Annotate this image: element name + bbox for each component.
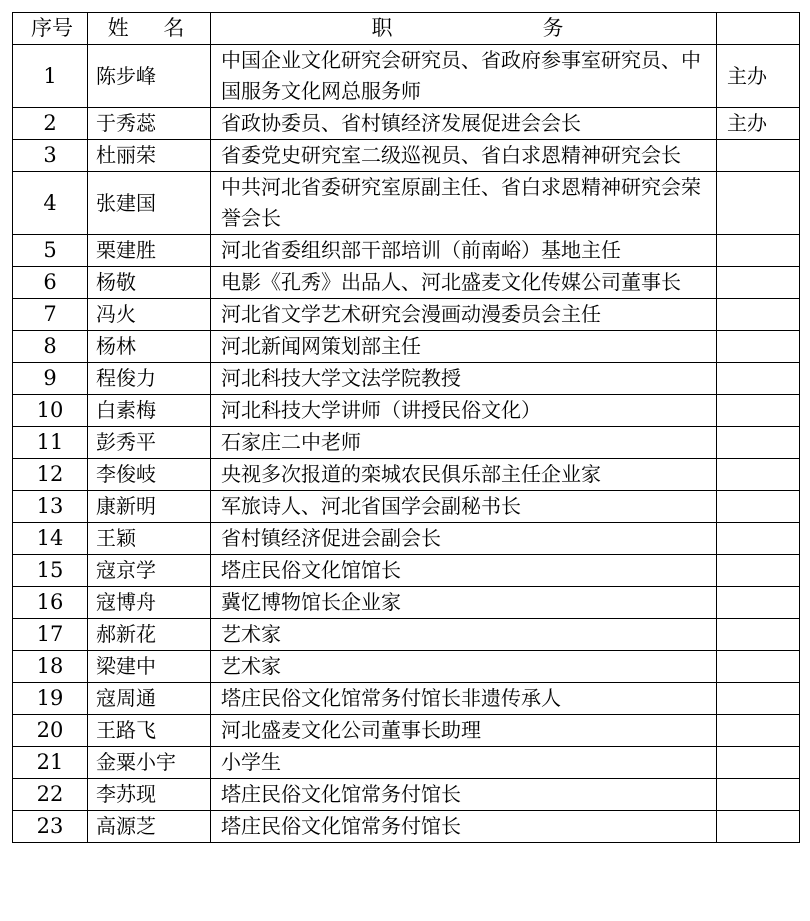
row-duty: 省政协委员、省村镇经济发展促进会会长 bbox=[211, 108, 717, 140]
table-row bbox=[13, 140, 800, 172]
row-number: 18 bbox=[13, 651, 88, 683]
row-duty: 省委党史研究室二级巡视员、省白求恩精神研究会长 bbox=[211, 140, 717, 172]
row-name: 康新明 bbox=[88, 491, 211, 523]
row-number: 23 bbox=[13, 811, 88, 843]
row-note bbox=[717, 523, 800, 555]
row-duty: 河北科技大学文法学院教授 bbox=[211, 363, 717, 395]
row-duty: 河北省委组织部干部培训（前南峪）基地主任 bbox=[211, 235, 717, 267]
row-number: 6 bbox=[13, 267, 88, 299]
row-number: 10 bbox=[13, 395, 88, 427]
row-note bbox=[717, 651, 800, 683]
row-note bbox=[717, 363, 800, 395]
row-name: 陈步峰 bbox=[88, 45, 211, 108]
table-row bbox=[13, 683, 800, 715]
row-name: 白素梅 bbox=[88, 395, 211, 427]
row-name: 寇京学 bbox=[88, 555, 211, 587]
table-row bbox=[13, 172, 800, 235]
table-row bbox=[13, 491, 800, 523]
header-duty bbox=[211, 13, 717, 45]
row-note bbox=[717, 619, 800, 651]
row-duty: 军旅诗人、河北省国学会副秘书长 bbox=[211, 491, 717, 523]
row-duty: 小学生 bbox=[211, 747, 717, 779]
table-row bbox=[13, 587, 800, 619]
table-row bbox=[13, 651, 800, 683]
table-row bbox=[13, 811, 800, 843]
row-note bbox=[717, 587, 800, 619]
table-row bbox=[13, 267, 800, 299]
row-name: 郝新花 bbox=[88, 619, 211, 651]
table-row bbox=[13, 747, 800, 779]
row-duty: 艺术家 bbox=[211, 651, 717, 683]
row-number: 4 bbox=[13, 172, 88, 235]
row-duty: 河北省文学艺术研究会漫画动漫委员会主任 bbox=[211, 299, 717, 331]
row-name: 寇博舟 bbox=[88, 587, 211, 619]
header-no: 序号 bbox=[13, 13, 88, 45]
row-name: 栗建胜 bbox=[88, 235, 211, 267]
row-duty: 塔庄民俗文化馆常务付馆长 bbox=[211, 811, 717, 843]
row-duty: 中共河北省委研究室原副主任、省白求恩精神研究会荣誉会长 bbox=[211, 172, 717, 235]
row-note bbox=[717, 715, 800, 747]
table-row bbox=[13, 427, 800, 459]
row-number: 15 bbox=[13, 555, 88, 587]
row-duty: 省村镇经济促进会副会长 bbox=[211, 523, 717, 555]
row-duty: 电影《孔秀》出品人、河北盛麦文化传媒公司董事长 bbox=[211, 267, 717, 299]
row-note bbox=[717, 267, 800, 299]
table-row bbox=[13, 779, 800, 811]
row-number: 17 bbox=[13, 619, 88, 651]
row-duty: 中国企业文化研究会研究员、省政府参事室研究员、中国服务文化网总服务师 bbox=[211, 45, 717, 108]
row-note: 主办 bbox=[717, 45, 800, 108]
row-number: 14 bbox=[13, 523, 88, 555]
row-duty: 冀忆博物馆长企业家 bbox=[211, 587, 717, 619]
header-duty-right: 务 bbox=[542, 16, 564, 40]
row-number: 9 bbox=[13, 363, 88, 395]
row-note bbox=[717, 747, 800, 779]
row-duty: 艺术家 bbox=[211, 619, 717, 651]
table-row bbox=[13, 715, 800, 747]
row-duty: 河北盛麦文化公司董事长助理 bbox=[211, 715, 717, 747]
row-name: 杜丽荣 bbox=[88, 140, 211, 172]
row-note bbox=[717, 491, 800, 523]
row-duty: 河北新闻网策划部主任 bbox=[211, 331, 717, 363]
table-row bbox=[13, 299, 800, 331]
row-note bbox=[717, 395, 800, 427]
row-duty: 塔庄民俗文化馆常务付馆长 bbox=[211, 779, 717, 811]
row-name: 李苏现 bbox=[88, 779, 211, 811]
row-note bbox=[717, 779, 800, 811]
row-duty: 塔庄民俗文化馆馆长 bbox=[211, 555, 717, 587]
row-number: 22 bbox=[13, 779, 88, 811]
row-duty: 石家庄二中老师 bbox=[211, 427, 717, 459]
row-name: 高源芝 bbox=[88, 811, 211, 843]
row-note bbox=[717, 140, 800, 172]
row-number: 13 bbox=[13, 491, 88, 523]
row-note bbox=[717, 683, 800, 715]
row-name: 寇周通 bbox=[88, 683, 211, 715]
table-row bbox=[13, 363, 800, 395]
row-name: 金粟小宇 bbox=[88, 747, 211, 779]
table-row bbox=[13, 235, 800, 267]
table-row bbox=[13, 331, 800, 363]
row-name: 于秀蕊 bbox=[88, 108, 211, 140]
row-number: 20 bbox=[13, 715, 88, 747]
row-number: 7 bbox=[13, 299, 88, 331]
row-note bbox=[717, 811, 800, 843]
row-name: 张建国 bbox=[88, 172, 211, 235]
row-note bbox=[717, 235, 800, 267]
table-row bbox=[13, 108, 800, 140]
table-row bbox=[13, 555, 800, 587]
row-note bbox=[717, 172, 800, 235]
row-number: 16 bbox=[13, 587, 88, 619]
row-name: 彭秀平 bbox=[88, 427, 211, 459]
row-name: 王路飞 bbox=[88, 715, 211, 747]
row-duty: 河北科技大学讲师（讲授民俗文化） bbox=[211, 395, 717, 427]
row-name: 程俊力 bbox=[88, 363, 211, 395]
header-name: 姓 名 bbox=[88, 13, 211, 45]
table-row bbox=[13, 619, 800, 651]
row-number: 5 bbox=[13, 235, 88, 267]
row-note: 主办 bbox=[717, 108, 800, 140]
row-number: 3 bbox=[13, 140, 88, 172]
row-number: 1 bbox=[13, 45, 88, 108]
table-header-row bbox=[13, 13, 800, 45]
row-note bbox=[717, 331, 800, 363]
row-duty: 央视多次报道的栾城农民俱乐部主任企业家 bbox=[211, 459, 717, 491]
row-number: 19 bbox=[13, 683, 88, 715]
table-row bbox=[13, 459, 800, 491]
member-table bbox=[12, 12, 800, 843]
row-number: 11 bbox=[13, 427, 88, 459]
row-note bbox=[717, 459, 800, 491]
table-row bbox=[13, 523, 800, 555]
row-number: 12 bbox=[13, 459, 88, 491]
row-name: 杨林 bbox=[88, 331, 211, 363]
row-number: 2 bbox=[13, 108, 88, 140]
row-name: 冯火 bbox=[88, 299, 211, 331]
header-duty-left: 职 bbox=[371, 16, 393, 40]
row-name: 王颖 bbox=[88, 523, 211, 555]
row-number: 8 bbox=[13, 331, 88, 363]
row-name: 杨敬 bbox=[88, 267, 211, 299]
row-note bbox=[717, 555, 800, 587]
table-row bbox=[13, 395, 800, 427]
row-name: 李俊岐 bbox=[88, 459, 211, 491]
row-number: 21 bbox=[13, 747, 88, 779]
row-duty: 塔庄民俗文化馆常务付馆长非遗传承人 bbox=[211, 683, 717, 715]
row-note bbox=[717, 299, 800, 331]
table-row bbox=[13, 45, 800, 108]
row-name: 梁建中 bbox=[88, 651, 211, 683]
row-note bbox=[717, 427, 800, 459]
header-note bbox=[717, 13, 800, 45]
